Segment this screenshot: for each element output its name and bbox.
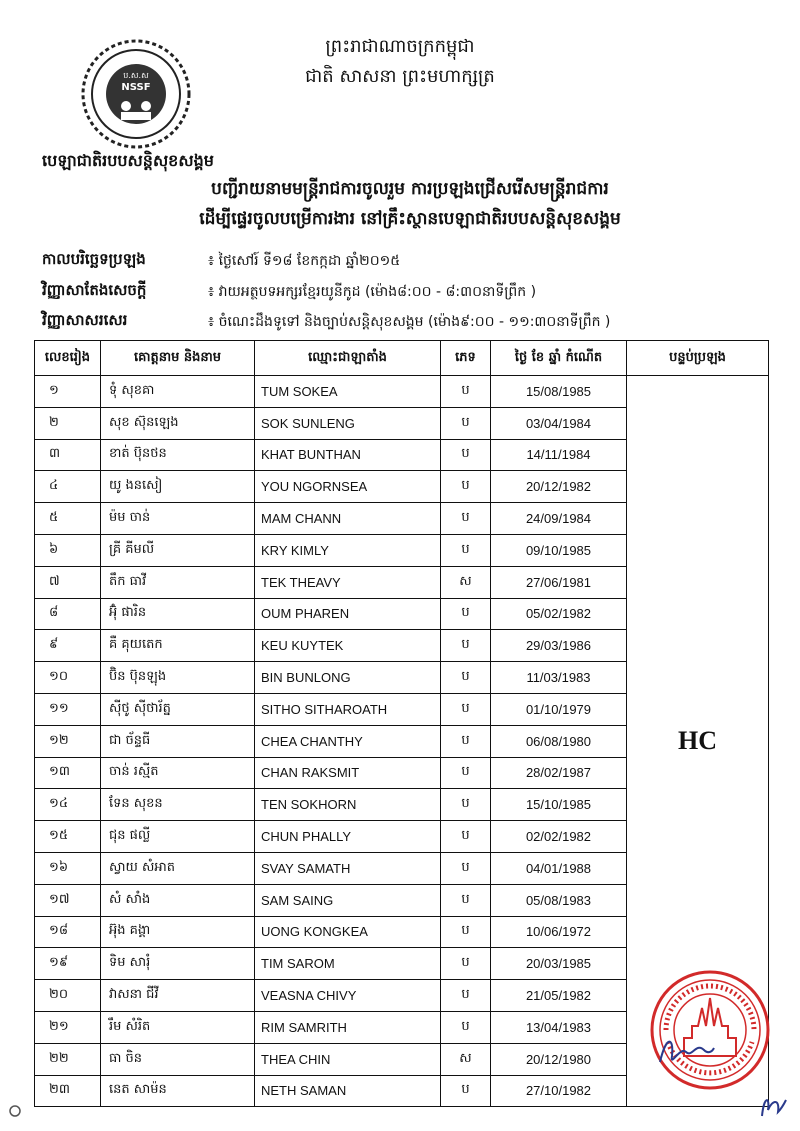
latin-name: MAM CHANN <box>255 503 441 535</box>
row-number: ២៣ <box>35 1075 101 1107</box>
latin-name: NETH SAMAN <box>255 1075 441 1107</box>
initials-mark <box>758 1090 788 1120</box>
latin-name: KEU KUYTEK <box>255 630 441 662</box>
date-of-birth: 15/08/1985 <box>491 376 627 408</box>
sex: ប <box>441 693 491 725</box>
exam-date-value: ៖ ថ្ងៃសៅរ៍ ទី១៨ ខែកក្កដា ឆ្នាំ២០១៥ <box>208 253 401 269</box>
latin-name: SOK SUNLENG <box>255 407 441 439</box>
sex: ប <box>441 948 491 980</box>
khmer-name: ធា ចិន <box>101 1043 255 1075</box>
page-corner-mark <box>8 1104 22 1118</box>
latin-name: CHAN RAKSMIT <box>255 757 441 789</box>
typing-subject-value: ៖ វាយអត្ថបទអក្សរខ្មែរយូនីកូដ (ម៉ោង៨:០០ - ៨:៣០នាទីព្រឹក ) <box>208 284 537 300</box>
khmer-name: គឺ គុយតេក <box>101 630 255 662</box>
khmer-name: រឹម សំរិត <box>101 1011 255 1043</box>
khmer-name: នេត សាម៉ន <box>101 1075 255 1107</box>
latin-name: SVAY SAMATH <box>255 852 441 884</box>
kingdom-motto: ជាតិ សាសនា ព្រះមហាក្សត្រ <box>305 66 495 87</box>
latin-name: KHAT BUNTHAN <box>255 439 441 471</box>
date-of-birth: 20/03/1985 <box>491 948 627 980</box>
kingdom-header: ព្រះរាជាណាចក្រកម្ពុជា <box>325 36 475 57</box>
sex: ប <box>441 376 491 408</box>
col-header-room: បន្ទប់ប្រឡង <box>627 341 769 376</box>
khmer-name: ទែន សុខន <box>101 789 255 821</box>
khmer-name: ប៊ិន ប៊ុនឡុង <box>101 662 255 694</box>
sex: ប <box>441 598 491 630</box>
sex: ប <box>441 630 491 662</box>
date-of-birth: 14/11/1984 <box>491 439 627 471</box>
sex: ប <box>441 852 491 884</box>
sex: ប <box>441 789 491 821</box>
latin-name: RIM SAMRITH <box>255 1011 441 1043</box>
table-row <box>35 376 769 408</box>
row-number: ១០ <box>35 662 101 694</box>
typing-subject-label: វិញ្ញាសាតែងសេចក្ដី <box>42 281 147 299</box>
table-header-row <box>35 341 769 376</box>
row-number: ២២ <box>35 1043 101 1075</box>
latin-name: SAM SAING <box>255 884 441 916</box>
col-header-latin-name: ឈ្មោះជាឡាតាំង <box>255 341 441 376</box>
latin-name: TEK THEAVY <box>255 566 441 598</box>
khmer-name: ស៊ីថូ ស៊ីថារ័ត្ន <box>101 693 255 725</box>
khmer-name: សុខ ស៊ុនឡេង <box>101 407 255 439</box>
latin-name: CHEA CHANTHY <box>255 725 441 757</box>
document-title-line-2: ដើម្បីផ្ទេរចូលបម្រើការងារ នៅគ្រឹះស្ថានបេឡាជាតិរបបសន្តិសុខសង្គម <box>199 209 621 229</box>
latin-name: KRY KIMLY <box>255 534 441 566</box>
khmer-name: ចាន់ រស្មីត <box>101 757 255 789</box>
date-of-birth: 20/12/1982 <box>491 471 627 503</box>
sex: ប <box>441 757 491 789</box>
khmer-name: អ៊ុំ ផារិន <box>101 598 255 630</box>
khmer-name: សំ សាំង <box>101 884 255 916</box>
date-of-birth: 04/01/1988 <box>491 852 627 884</box>
sex: ប <box>441 1075 491 1107</box>
khmer-name: ជា ច័ន្ទធី <box>101 725 255 757</box>
row-number: ៩ <box>35 630 101 662</box>
document-title-line-1: បញ្ជីរាយនាមមន្ត្រីរាជការចូលរួម ការប្រឡងជ្រើសរើសមន្ត្រីរាជការ <box>211 179 609 199</box>
date-of-birth: 05/02/1982 <box>491 598 627 630</box>
latin-name: TIM SAROM <box>255 948 441 980</box>
khmer-name: វាសនា ជីវី <box>101 980 255 1012</box>
row-number: ៦ <box>35 534 101 566</box>
sex: ប <box>441 471 491 503</box>
svg-text:NSSF: NSSF <box>121 82 151 93</box>
sex: ប <box>441 884 491 916</box>
khmer-name: ខាត់ ប៊ុនថន <box>101 439 255 471</box>
col-header-dob: ថ្ងៃ ខែ ឆ្នាំ កំណើត <box>491 341 627 376</box>
sex: ស <box>441 566 491 598</box>
row-number: ២១ <box>35 1011 101 1043</box>
date-of-birth: 10/06/1972 <box>491 916 627 948</box>
latin-name: SITHO SITHAROATH <box>255 693 441 725</box>
row-number: ១១ <box>35 693 101 725</box>
date-of-birth: 20/12/1980 <box>491 1043 627 1075</box>
date-of-birth: 11/03/1983 <box>491 662 627 694</box>
sex: ប <box>441 503 491 535</box>
date-of-birth: 15/10/1985 <box>491 789 627 821</box>
row-number: ៤ <box>35 471 101 503</box>
col-header-no: លេខរៀង <box>35 341 101 376</box>
khmer-name: ទុំ សុខគា <box>101 376 255 408</box>
row-number: ១៤ <box>35 789 101 821</box>
khmer-name: ជុន ផល្លី <box>101 821 255 853</box>
row-number: ២០ <box>35 980 101 1012</box>
sex: ប <box>441 534 491 566</box>
sex: ស <box>441 1043 491 1075</box>
row-number: ៥ <box>35 503 101 535</box>
row-number: ១៩ <box>35 948 101 980</box>
exam-date-label: កាលបរិច្ឆេទប្រឡង <box>42 250 146 268</box>
row-number: ១២ <box>35 725 101 757</box>
date-of-birth: 03/04/1984 <box>491 407 627 439</box>
sex: ប <box>441 1011 491 1043</box>
row-number: ១៦ <box>35 852 101 884</box>
row-number: ៣ <box>35 439 101 471</box>
col-header-khmer-name: គោត្តនាម និងនាម <box>101 341 255 376</box>
row-number: ៧ <box>35 566 101 598</box>
organization-name: បេឡាជាតិរបបសន្តិសុខសង្គម <box>42 151 214 170</box>
row-number: ១៥ <box>35 821 101 853</box>
khmer-name: ស្វាយ សំអាត <box>101 852 255 884</box>
sex: ប <box>441 725 491 757</box>
sex: ប <box>441 662 491 694</box>
date-of-birth: 21/05/1982 <box>491 980 627 1012</box>
date-of-birth: 27/10/1982 <box>491 1075 627 1107</box>
sex: ប <box>441 407 491 439</box>
khmer-name: យូ ងនសៀ <box>101 471 255 503</box>
date-of-birth: 13/04/1983 <box>491 1011 627 1043</box>
date-of-birth: 28/02/1987 <box>491 757 627 789</box>
date-of-birth: 09/10/1985 <box>491 534 627 566</box>
khmer-name: តឹក ធាវី <box>101 566 255 598</box>
col-header-sex: ភេទ <box>441 341 491 376</box>
latin-name: UONG KONGKEA <box>255 916 441 948</box>
svg-text:ប.ស.ស: ប.ស.ស <box>123 71 149 80</box>
signature <box>656 1032 716 1072</box>
date-of-birth: 27/06/1981 <box>491 566 627 598</box>
written-subject-label: វិញ្ញាសាសរសេរ <box>42 311 128 329</box>
sex: ប <box>441 916 491 948</box>
row-number: ១៣ <box>35 757 101 789</box>
khmer-name: ទិម សារុំ <box>101 948 255 980</box>
sex: ប <box>441 980 491 1012</box>
written-subject-value: ៖ ចំណេះដឹងទូទៅ និងច្បាប់សន្តិសុខសង្គម (ម៉ោង៩:០០ - ១១:៣០នាទីព្រឹក ) <box>208 314 611 330</box>
date-of-birth: 24/09/1984 <box>491 503 627 535</box>
latin-name: VEASNA CHIVY <box>255 980 441 1012</box>
date-of-birth: 29/03/1986 <box>491 630 627 662</box>
latin-name: OUM PHAREN <box>255 598 441 630</box>
official-seal-stamp <box>648 968 772 1092</box>
date-of-birth: 01/10/1979 <box>491 693 627 725</box>
latin-name: THEA CHIN <box>255 1043 441 1075</box>
row-number: ១៧ <box>35 884 101 916</box>
khmer-name: គ្រី គីមលី <box>101 534 255 566</box>
row-number: ៨ <box>35 598 101 630</box>
sex: ប <box>441 821 491 853</box>
latin-name: TUM SOKEA <box>255 376 441 408</box>
exam-room: HC <box>627 376 769 1107</box>
khmer-name: ម៉ម ចាន់ <box>101 503 255 535</box>
khmer-name: អ៊ុង គង្គា <box>101 916 255 948</box>
nssf-logo <box>80 38 192 150</box>
date-of-birth: 06/08/1980 <box>491 725 627 757</box>
date-of-birth: 05/08/1983 <box>491 884 627 916</box>
row-number: ១ <box>35 376 101 408</box>
latin-name: YOU NGORNSEA <box>255 471 441 503</box>
row-number: ២ <box>35 407 101 439</box>
date-of-birth: 02/02/1982 <box>491 821 627 853</box>
latin-name: CHUN PHALLY <box>255 821 441 853</box>
row-number: ១៨ <box>35 916 101 948</box>
latin-name: TEN SOKHORN <box>255 789 441 821</box>
sex: ប <box>441 439 491 471</box>
latin-name: BIN BUNLONG <box>255 662 441 694</box>
